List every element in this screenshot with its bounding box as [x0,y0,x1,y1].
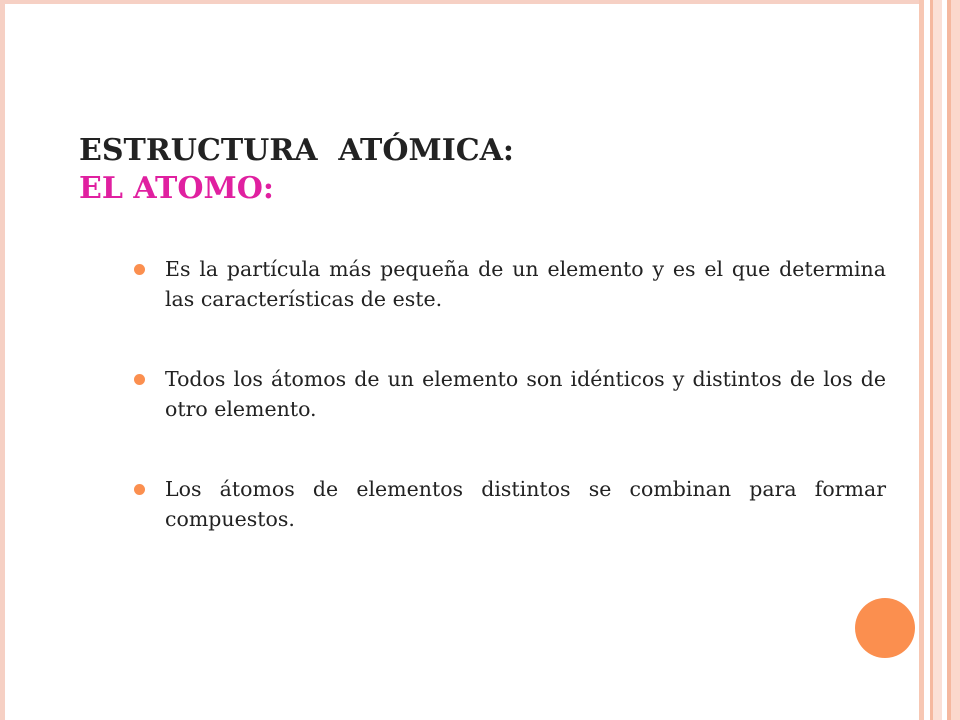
right-stripe [951,0,960,720]
bullet-marker-icon [134,264,145,275]
bullet-text: Es la partícula más pequeña de un elemento y es el que determina las características de este. [165,257,886,311]
slide-title [79,132,514,208]
bullet-text: Los átomos de elementos distintos se combinan para formar compuestos. [165,477,886,531]
bullet-list [134,254,886,584]
bullet-item [134,364,886,424]
bullet-marker-icon [134,484,145,495]
title-main: ESTRUCTURA ATÓMICA: [79,133,514,168]
accent-circle-icon [855,598,915,658]
bullet-text: Todos los átomos de un elemento son idénticos y distintos de los de otro elemento. [165,367,886,421]
right-stripe [933,0,942,720]
frame-top-border [0,0,919,4]
bullet-item [134,254,886,314]
bullet-marker-icon [134,374,145,385]
title-subtitle: EL ATOMO: [79,171,274,206]
frame-left-border [0,0,5,720]
bullet-item [134,474,886,534]
